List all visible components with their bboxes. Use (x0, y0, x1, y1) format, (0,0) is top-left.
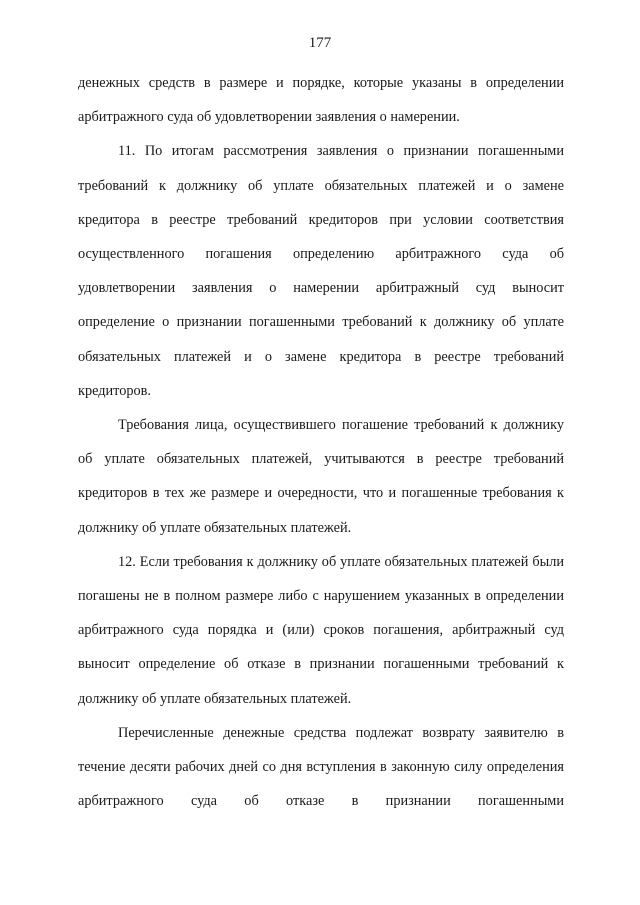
paragraph-creditor-requirements: Требования лица, осуществившего погашение требований к должнику об уплате обязательных платежей, учитываются в реестре требований кредиторов в тех же размере и очередности, что и погашенные требования к должнику об уплате обязательных платежей. (78, 417, 564, 536)
page-number: 177 (308, 35, 332, 51)
document-body (78, 66, 564, 818)
paragraph-item-12: 12. Если требования к должнику об уплате обязательных платежей были погашены не в полном размере либо с нарушением указанных в определении арбитражного суда порядка и (или) сроков погашения, арбитражный суд выносит определение об отказе в признании погашенными требований к должнику об уплате обязательных платежей. (78, 553, 564, 707)
paragraph-continuation: денежных средств в размере и порядке, которые указаны в определении арбитражного суда об удовлетворении заявления о намерении. (78, 75, 564, 126)
paragraph-refund: Перечисленные денежные средства подлежат возврату заявителю в течение десяти рабочих дней со дня вступления в законную силу определения арбитражного суда об отказе в признании погашенными (78, 724, 564, 810)
paragraph-item-11: 11. По итогам рассмотрения заявления о признании погашенными требований к должнику об уплате обязательных платежей и о замене кредитора в реестре требований кредиторов при условии соответствия осуществленного погашения определению арбитражного суда об удовлетворении заявления о намерении арбитражный суд выносит определение о признании погашенными требований к должнику об уплате обязательных платежей и о замене кредитора в реестре требований кредиторов. (78, 143, 564, 399)
